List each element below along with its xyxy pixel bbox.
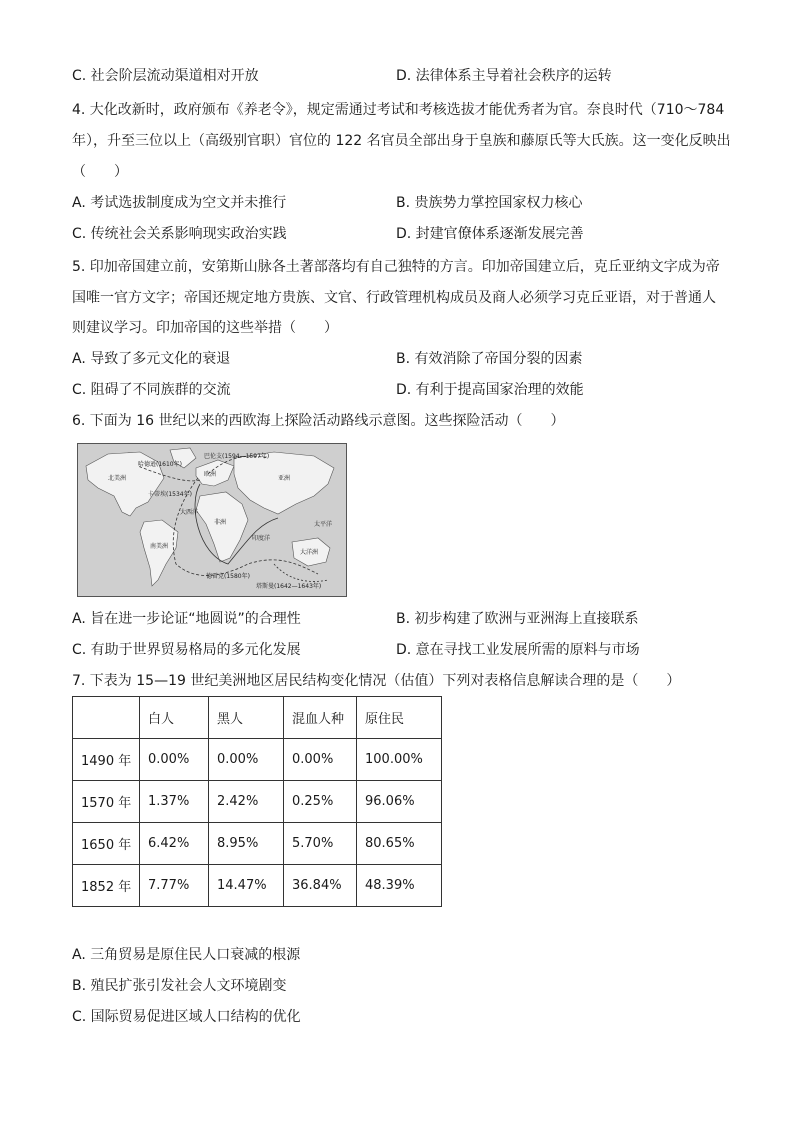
table-cell: 1490 年	[73, 739, 140, 781]
map-label-barents: 巴伦支(1594—1597年)	[204, 453, 270, 460]
q6-stem: 6. 下面为 16 世纪以来的西欧海上探险活动路线示意图。这些探险活动（ ）	[72, 413, 565, 429]
q5-stem-line-2: 国唯一官方文字；帝国还规定地方贵族、文官、行政管理机构成员及商人必须学习克丘亚语，对于普通人	[72, 290, 716, 306]
table-cell: 1852 年	[73, 865, 140, 907]
table-cell: 96.06%	[357, 781, 442, 823]
map-label-drake: 德雷克(1580年)	[206, 573, 250, 580]
q5-option-a: A. 导致了多元文化的衰退	[72, 351, 231, 367]
table-cell: 48.39%	[357, 865, 442, 907]
q5-option-c: C. 阻碍了不同族群的交流	[72, 382, 231, 398]
q4-stem-line-2: 年），升至三位以上（高级别官职）官位的 122 名官员全部出身于皇族和藤原氏等大氏族。这一变化反映出	[72, 133, 731, 149]
table-cell: 5.70%	[284, 823, 357, 865]
table-row	[73, 865, 442, 907]
q6-option-d: D. 意在寻找工业发展所需的原料与市场	[396, 642, 640, 658]
table-cell: 0.25%	[284, 781, 357, 823]
map-label-indian-ocean: 印度洋	[252, 535, 271, 542]
map-label-hudson: 哈德逊(1610年)	[138, 461, 182, 468]
q4-stem-line-3: （ ）	[72, 164, 128, 180]
table-row	[73, 823, 442, 865]
table-cell: 100.00%	[357, 739, 442, 781]
table-cell: 0.00%	[140, 739, 209, 781]
q5-stem-line-1: 5. 印加帝国建立前，安第斯山脉各土著部落均有自己独特的方言。印加帝国建立后，克丘亚纳文字成为帝	[72, 259, 720, 275]
q4-option-c: C. 传统社会关系影响现实政治实践	[72, 226, 287, 242]
table-cell: 8.95%	[209, 823, 284, 865]
table-header-cell: 原住民	[357, 697, 442, 739]
q7-option-a: A. 三角贸易是原住民人口衰减的根源	[72, 947, 301, 963]
table-cell: 36.84%	[284, 865, 357, 907]
table-row	[73, 781, 442, 823]
q7-option-b: B. 殖民扩张引发社会人文环境剧变	[72, 978, 287, 994]
table-cell: 2.42%	[209, 781, 284, 823]
q6-option-a: A. 旨在进一步论证“地圆说”的合理性	[72, 611, 301, 627]
table-cell: 14.47%	[209, 865, 284, 907]
table-cell: 0.00%	[209, 739, 284, 781]
table-header-cell	[73, 697, 140, 739]
map-label-asia: 亚洲	[278, 475, 291, 482]
q4-option-d: D. 封建官僚体系逐渐发展完善	[396, 226, 584, 242]
table-header-cell: 混血人种	[284, 697, 357, 739]
table-cell: 6.42%	[140, 823, 209, 865]
table-cell: 1570 年	[73, 781, 140, 823]
map-label-atlantic: 大西洋	[180, 509, 199, 516]
table-cell: 80.65%	[357, 823, 442, 865]
map-label-cartier: 卡蒂埃(1534年)	[148, 491, 192, 498]
table-header-cell: 白人	[140, 697, 209, 739]
map-label-south-america: 南美洲	[150, 543, 169, 550]
map-label-oceania: 大洋洲	[300, 549, 319, 556]
map-label-north-america: 北美洲	[108, 475, 127, 482]
prev-option-c: C. 社会阶层流动渠道相对开放	[72, 68, 259, 84]
table-cell: 0.00%	[284, 739, 357, 781]
q6-option-b: B. 初步构建了欧洲与亚洲海上直接联系	[396, 611, 639, 627]
q4-option-b: B. 贵族势力掌控国家权力核心	[396, 195, 583, 211]
q5-option-d: D. 有利于提高国家治理的效能	[396, 382, 584, 398]
table-cell: 1650 年	[73, 823, 140, 865]
q7-option-c: C. 国际贸易促进区域人口结构的优化	[72, 1009, 301, 1025]
table-header-cell: 黑人	[209, 697, 284, 739]
table-cell: 7.77%	[140, 865, 209, 907]
exploration-route-map	[77, 443, 347, 597]
q5-option-b: B. 有效消除了帝国分裂的因素	[396, 351, 583, 367]
q5-stem-line-3: 则建议学习。印加帝国的这些举措（ ）	[72, 320, 338, 336]
map-label-tasman: 塔斯曼(1642—1643年)	[256, 583, 322, 590]
q4-stem-line-1: 4. 大化改新时，政府颁布《养老令》，规定需通过考试和考核选拔才能优秀者为官。奈良时代（710～784	[72, 102, 725, 118]
map-label-pacific: 太平洋	[314, 521, 333, 528]
q7-stem: 7. 下表为 15—19 世纪美洲地区居民结构变化情况（估值）下列对表格信息解读合理的是（ ）	[72, 673, 681, 689]
map-label-africa: 非洲	[214, 519, 227, 526]
prev-option-d: D. 法律体系主导着社会秩序的运转	[396, 68, 612, 84]
q6-option-c: C. 有助于世界贸易格局的多元化发展	[72, 642, 301, 658]
map-label-europe: 欧洲	[204, 471, 217, 478]
q4-option-a: A. 考试选拔制度成为空文并未推行	[72, 195, 287, 211]
table-header-row	[73, 697, 442, 739]
population-table	[72, 696, 442, 907]
table-row	[73, 739, 442, 781]
table-cell: 1.37%	[140, 781, 209, 823]
